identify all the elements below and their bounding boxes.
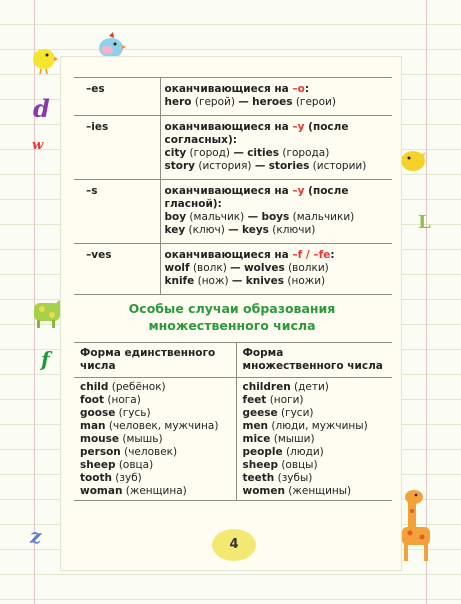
suffix-cell: –ies	[74, 116, 160, 180]
suffix-cell: –ves	[74, 244, 160, 295]
table-row	[74, 244, 392, 295]
singular-list	[74, 378, 236, 501]
example-line: story (история) — stories (истории)	[164, 160, 367, 172]
list-item: foot (нога)	[80, 394, 141, 406]
example-line: boy (мальчик) — boys (мальчики)	[164, 211, 355, 223]
list-item: mice (мыши)	[242, 433, 315, 445]
chick-icon	[30, 44, 58, 74]
irregular-plurals-table	[74, 342, 392, 501]
list-item: mouse (мышь)	[80, 433, 163, 445]
example-line: knife (нож) — knives (ножи)	[164, 275, 326, 287]
list-item: people (люди)	[242, 446, 324, 458]
list-item: man (человек, мужчина)	[80, 420, 219, 432]
rule-text: оканчивающиеся на –y (после согласных):	[164, 121, 349, 146]
example-line: key (ключ) — keys (ключи)	[164, 224, 316, 236]
list-item: teeth (зубы)	[242, 472, 313, 484]
list-item: feet (ноги)	[242, 394, 304, 406]
rule-cell	[160, 78, 392, 116]
section-title-line: Особые случаи образования	[128, 301, 336, 316]
example-line: hero (герой) — heroes (герои)	[164, 96, 336, 108]
letter-d: d	[33, 94, 50, 123]
rule-text: оканчивающиеся на –o:	[164, 83, 310, 95]
table-header-row	[74, 343, 392, 378]
example-line: wolf (волк) — wolves (волки)	[164, 262, 329, 274]
list-item: sheep (овцы)	[242, 459, 318, 471]
rule-text: оканчивающиеся на –f / –fe:	[164, 249, 335, 261]
suffix-cell: –s	[74, 180, 160, 244]
section-title-line: множественного числа	[148, 318, 316, 333]
content-card	[60, 56, 402, 571]
list-item: children (дети)	[242, 381, 329, 393]
list-item: tooth (зуб)	[80, 472, 142, 484]
rule-cell	[160, 180, 392, 244]
list-item: goose (гусь)	[80, 407, 151, 419]
list-item: child (ребёнок)	[80, 381, 166, 393]
table-row	[74, 378, 392, 501]
page-number: 4	[212, 529, 256, 561]
rule-text: оканчивающиеся на –y (после гласной):	[164, 185, 349, 210]
list-item: woman (женщина)	[80, 485, 187, 497]
example-line: city (город) — cities (города)	[164, 147, 330, 159]
list-item: person (человек)	[80, 446, 178, 458]
list-item: geese (гуси)	[242, 407, 314, 419]
plural-endings-table	[74, 77, 392, 295]
letter-w: w	[32, 138, 44, 153]
plural-list	[236, 378, 392, 501]
chick-icon	[398, 146, 428, 174]
suffix-cell: –es	[74, 78, 160, 116]
letter-l: L	[418, 212, 431, 233]
section-title	[61, 300, 403, 334]
list-item: women (женщины)	[242, 485, 352, 497]
rule-cell	[160, 116, 392, 180]
list-item: sheep (овца)	[80, 459, 154, 471]
list-item: men (люди, мужчины)	[242, 420, 368, 432]
rule-cell	[160, 244, 392, 295]
table-row	[74, 78, 392, 116]
letter-f: f	[41, 347, 50, 371]
table-row	[74, 180, 392, 244]
table-row	[74, 116, 392, 180]
column-header-singular: Форма единственного числа	[74, 343, 236, 378]
column-header-plural: Форма множественного числа	[236, 343, 392, 378]
letter-z: z	[30, 524, 42, 548]
